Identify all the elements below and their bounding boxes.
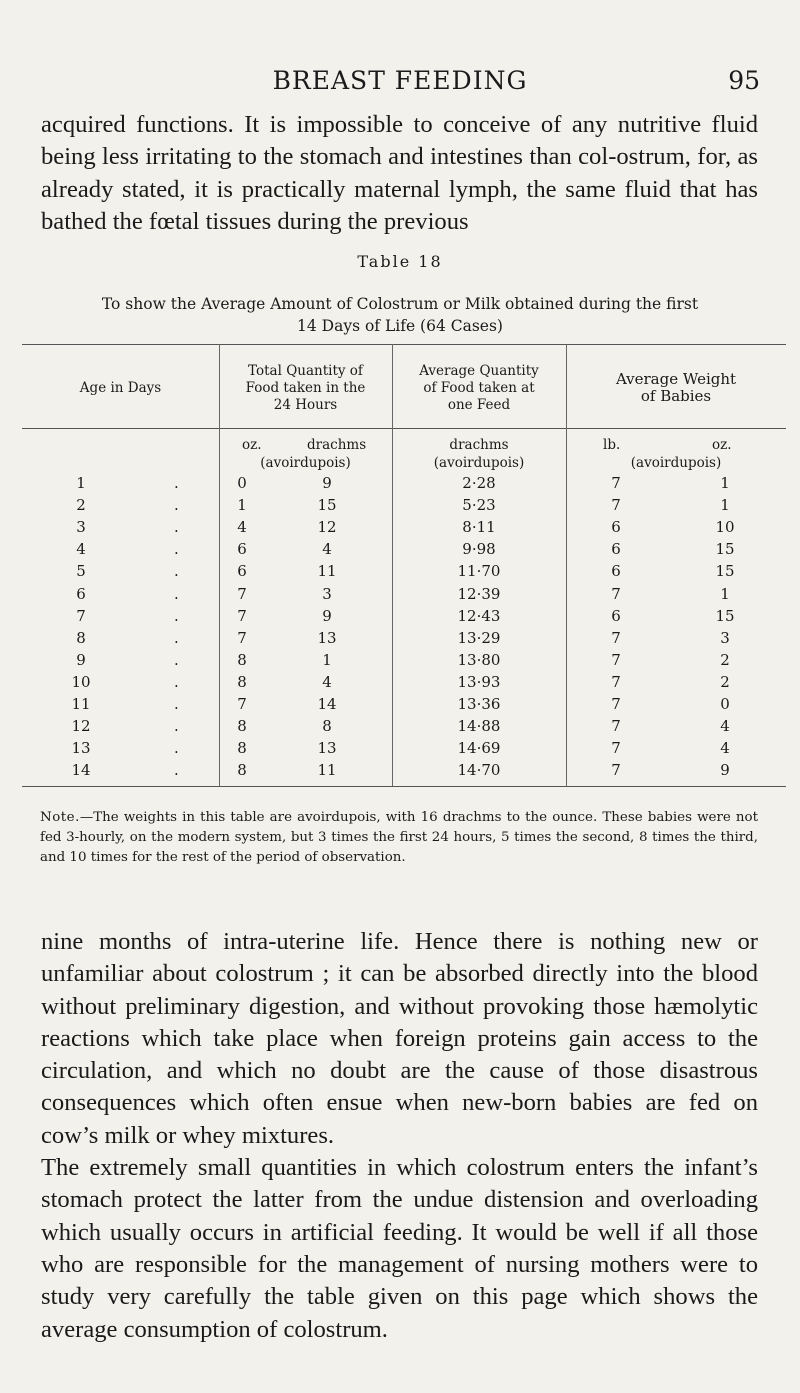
cell-weight-oz: 4 bbox=[720, 739, 730, 758]
cell-average-feed: 14·88 bbox=[457, 717, 501, 736]
cell-age: 13 bbox=[71, 739, 91, 758]
cell-weight-lb: 7 bbox=[611, 496, 621, 515]
cell-age: 11 bbox=[71, 695, 91, 713]
cell-total-oz: 7 bbox=[237, 695, 247, 713]
cell-average-feed: 13·29 bbox=[457, 628, 501, 647]
table-row bbox=[22, 607, 786, 629]
table-row bbox=[22, 673, 786, 695]
column-header-average-weight bbox=[566, 352, 786, 424]
cell-total-drachms: 4 bbox=[322, 540, 332, 559]
cell-total-drachms: 9 bbox=[322, 474, 332, 492]
table-caption-line-1: To show the Average Amount of Colostrum or Milk obtained during the first bbox=[101, 295, 699, 313]
cell-total-drachms: 12 bbox=[317, 518, 337, 537]
unit-avg-avoirdupois: (avoirdupois) bbox=[433, 455, 525, 471]
cell-total-oz: 6 bbox=[237, 540, 247, 559]
cell-leader-dot: . bbox=[174, 540, 179, 559]
cell-weight-oz: 1 bbox=[720, 496, 730, 515]
table-row bbox=[22, 540, 786, 562]
cell-average-feed: 12·39 bbox=[457, 584, 501, 603]
cell-average-feed: 12·43 bbox=[457, 606, 501, 625]
cell-total-oz: 4 bbox=[237, 518, 247, 537]
cell-total-drachms: 13 bbox=[317, 628, 337, 647]
cell-average-feed: 9·98 bbox=[462, 540, 496, 559]
page-number: 95 bbox=[728, 66, 760, 95]
cell-weight-lb: 7 bbox=[611, 650, 621, 669]
cell-weight-lb: 7 bbox=[611, 584, 621, 603]
cell-total-drachms: 9 bbox=[322, 606, 332, 625]
cell-weight-oz: 9 bbox=[720, 761, 730, 780]
cell-total-drachms: 1 bbox=[322, 650, 332, 669]
cell-age: 3 bbox=[76, 518, 86, 537]
cell-leader-dot: . bbox=[174, 606, 179, 625]
column-header-weight-line-2: of Babies bbox=[640, 387, 712, 405]
cell-total-drachms: 11 bbox=[317, 761, 337, 780]
cell-total-drachms: 4 bbox=[322, 672, 332, 691]
unit-drachms: drachms bbox=[307, 437, 367, 453]
cell-age: 2 bbox=[76, 496, 86, 515]
cell-weight-oz: 15 bbox=[715, 606, 735, 625]
cell-leader-dot: . bbox=[174, 717, 179, 736]
cell-total-oz: 7 bbox=[237, 584, 247, 603]
cell-total-drachms: 11 bbox=[317, 562, 337, 581]
cell-leader-dot: . bbox=[174, 628, 179, 647]
cell-average-feed: 8·11 bbox=[462, 518, 496, 537]
table-row bbox=[22, 629, 786, 651]
cell-weight-oz: 2 bbox=[720, 650, 730, 669]
cell-age: 12 bbox=[71, 717, 91, 736]
cell-total-oz: 8 bbox=[237, 761, 247, 780]
column-header-avg-line-2: of Food taken at bbox=[423, 379, 535, 396]
cell-age: 14 bbox=[71, 761, 91, 780]
cell-leader-dot: . bbox=[174, 761, 179, 780]
cell-average-feed: 5·23 bbox=[462, 496, 496, 515]
table-rule-header bbox=[22, 428, 786, 429]
cell-total-drachms: 15 bbox=[317, 496, 337, 515]
cell-weight-lb: 7 bbox=[611, 628, 621, 647]
cell-total-oz: 8 bbox=[237, 650, 247, 669]
cell-age: 8 bbox=[76, 628, 86, 647]
cell-average-feed: 14·70 bbox=[457, 761, 501, 780]
cell-average-feed: 13·80 bbox=[457, 650, 501, 669]
cell-average-feed: 11·70 bbox=[457, 562, 501, 581]
cell-weight-lb: 6 bbox=[611, 540, 621, 559]
cell-weight-lb: 6 bbox=[611, 606, 621, 625]
cell-leader-dot: . bbox=[174, 496, 179, 515]
table-row bbox=[22, 695, 786, 717]
cell-total-oz: 8 bbox=[237, 717, 247, 736]
cell-weight-oz: 10 bbox=[715, 518, 735, 537]
column-header-total-quantity bbox=[219, 352, 392, 424]
cell-age: 6 bbox=[76, 584, 86, 603]
cell-leader-dot: . bbox=[174, 584, 179, 603]
table-rule-bottom bbox=[22, 786, 786, 787]
cell-weight-lb: 7 bbox=[611, 717, 621, 736]
table-row bbox=[22, 761, 786, 783]
cell-weight-oz: 15 bbox=[715, 562, 735, 581]
cell-weight-lb: 6 bbox=[611, 562, 621, 581]
cell-weight-lb: 7 bbox=[611, 672, 621, 691]
colostrum-table bbox=[22, 344, 786, 788]
running-head bbox=[40, 66, 760, 96]
cell-weight-oz: 1 bbox=[720, 474, 730, 492]
bottom-paragraph-1: nine months of intra-uterine life. Hence there is nothing new or unfamiliar about colostrum ; it can be absorbed directly into the blood without preliminary digestion, and without provoking those hæmolytic reactions which take place when foreign proteins gain access to the circulation, and which no doubt are the cause of those disastrous consequences which often ensue when new-born babies are fed on cow’s milk or whey mixtures. bbox=[41, 928, 758, 1149]
column-header-total-line-2: Food taken in the bbox=[245, 379, 366, 396]
cell-total-oz: 6 bbox=[237, 562, 247, 581]
cell-total-drachms: 14 bbox=[317, 695, 337, 713]
table-caption-line-2: 14 Days of Life (64 Cases) bbox=[297, 317, 503, 335]
cell-leader-dot: . bbox=[174, 562, 179, 581]
cell-leader-dot: . bbox=[174, 739, 179, 758]
table-row bbox=[22, 717, 786, 739]
cell-age: 10 bbox=[71, 672, 91, 691]
cell-weight-lb: 6 bbox=[611, 518, 621, 537]
bottom-paragraphs bbox=[41, 926, 758, 1346]
cell-weight-oz: 3 bbox=[720, 628, 730, 647]
table-row bbox=[22, 651, 786, 673]
column-header-avg-line-3: one Feed bbox=[447, 396, 511, 413]
cell-total-oz: 7 bbox=[237, 628, 247, 647]
table-row bbox=[22, 496, 786, 518]
cell-leader-dot: . bbox=[174, 672, 179, 691]
table-title: Table 18 bbox=[357, 252, 443, 271]
table-row bbox=[22, 518, 786, 540]
unit-lb: lb. bbox=[603, 437, 621, 453]
cell-weight-lb: 7 bbox=[611, 739, 621, 758]
table-row bbox=[22, 562, 786, 584]
cell-weight-oz: 2 bbox=[720, 672, 730, 691]
unit-avg-drachms: drachms bbox=[449, 437, 509, 453]
table-note bbox=[40, 808, 758, 868]
table-caption bbox=[30, 293, 770, 337]
note-text: —The weights in this table are avoirdupois, with 16 drachms to the ounce. These babies were not fed 3-hourly, on the modern system, but 3 times the first 24 hours, 5 times the second, 8 times the third, and 10 times for the rest of the period of observation. bbox=[40, 810, 758, 865]
unit-avoirdupois: (avoirdupois) bbox=[260, 455, 351, 471]
cell-weight-lb: 7 bbox=[611, 474, 621, 492]
unit-weight-oz: oz. bbox=[712, 437, 732, 453]
cell-average-feed: 13·93 bbox=[457, 672, 501, 691]
cell-average-feed: 2·28 bbox=[462, 474, 496, 492]
cell-total-drachms: 13 bbox=[317, 739, 337, 758]
cell-age: 5 bbox=[76, 562, 86, 581]
cell-leader-dot: . bbox=[174, 518, 179, 537]
cell-leader-dot: . bbox=[174, 650, 179, 669]
cell-weight-oz: 0 bbox=[720, 695, 730, 713]
cell-age: 4 bbox=[76, 540, 86, 559]
cell-total-drachms: 3 bbox=[322, 584, 332, 603]
cell-total-oz: 0 bbox=[237, 474, 247, 492]
cell-age: 1 bbox=[76, 474, 86, 492]
cell-weight-oz: 1 bbox=[720, 584, 730, 603]
cell-age: 9 bbox=[76, 650, 86, 669]
table-row bbox=[22, 474, 786, 496]
column-header-weight-line-1: Average Weight bbox=[615, 370, 737, 388]
table-rule-top bbox=[22, 344, 786, 345]
cell-weight-oz: 15 bbox=[715, 540, 735, 559]
cell-age: 7 bbox=[76, 606, 86, 625]
cell-leader-dot: . bbox=[174, 474, 179, 492]
column-header-age-text: Age in Days bbox=[79, 379, 162, 396]
column-header-average-quantity bbox=[392, 352, 566, 424]
cell-average-feed: 13·36 bbox=[457, 695, 501, 713]
cell-leader-dot: . bbox=[174, 695, 179, 713]
cell-weight-lb: 7 bbox=[611, 695, 621, 713]
table-row bbox=[22, 739, 786, 761]
cell-weight-lb: 7 bbox=[611, 761, 621, 780]
column-header-age bbox=[22, 352, 219, 424]
cell-total-oz: 8 bbox=[237, 672, 247, 691]
cell-average-feed: 14·69 bbox=[457, 739, 501, 758]
column-header-total-line-3: 24 Hours bbox=[273, 396, 338, 413]
running-title: BREAST FEEDING bbox=[272, 66, 528, 95]
cell-total-drachms: 8 bbox=[322, 717, 332, 736]
cell-weight-oz: 4 bbox=[720, 717, 730, 736]
column-header-avg-line-1: Average Quantity bbox=[419, 362, 539, 379]
table-row bbox=[22, 585, 786, 607]
top-paragraph: acquired functions. It is impossible to conceive of any nutritive fluid being less irritating to the stomach and intestines than col-ostrum, for, as already stated, it is practically maternal lymph, the same fluid that has bathed the fœtal tissues during the previous bbox=[41, 111, 758, 235]
bottom-paragraph-2: The extremely small quantities in which colostrum enters the infant’s stomach protect the latter from the undue distension and overloading which usually occurs in artificial feeding. It would be well if all those who are responsible for the management of nursing mothers were to study very carefully the table given on this page which shows the average consumption of colostrum. bbox=[41, 1154, 758, 1343]
unit-oz: oz. bbox=[242, 437, 262, 453]
cell-total-oz: 1 bbox=[237, 496, 247, 515]
unit-weight-avoirdupois: (avoirdupois) bbox=[630, 455, 722, 471]
note-label: Note. bbox=[40, 810, 80, 825]
cell-total-oz: 8 bbox=[237, 739, 247, 758]
cell-total-oz: 7 bbox=[237, 606, 247, 625]
column-header-total-line-1: Total Quantity of bbox=[248, 362, 363, 379]
